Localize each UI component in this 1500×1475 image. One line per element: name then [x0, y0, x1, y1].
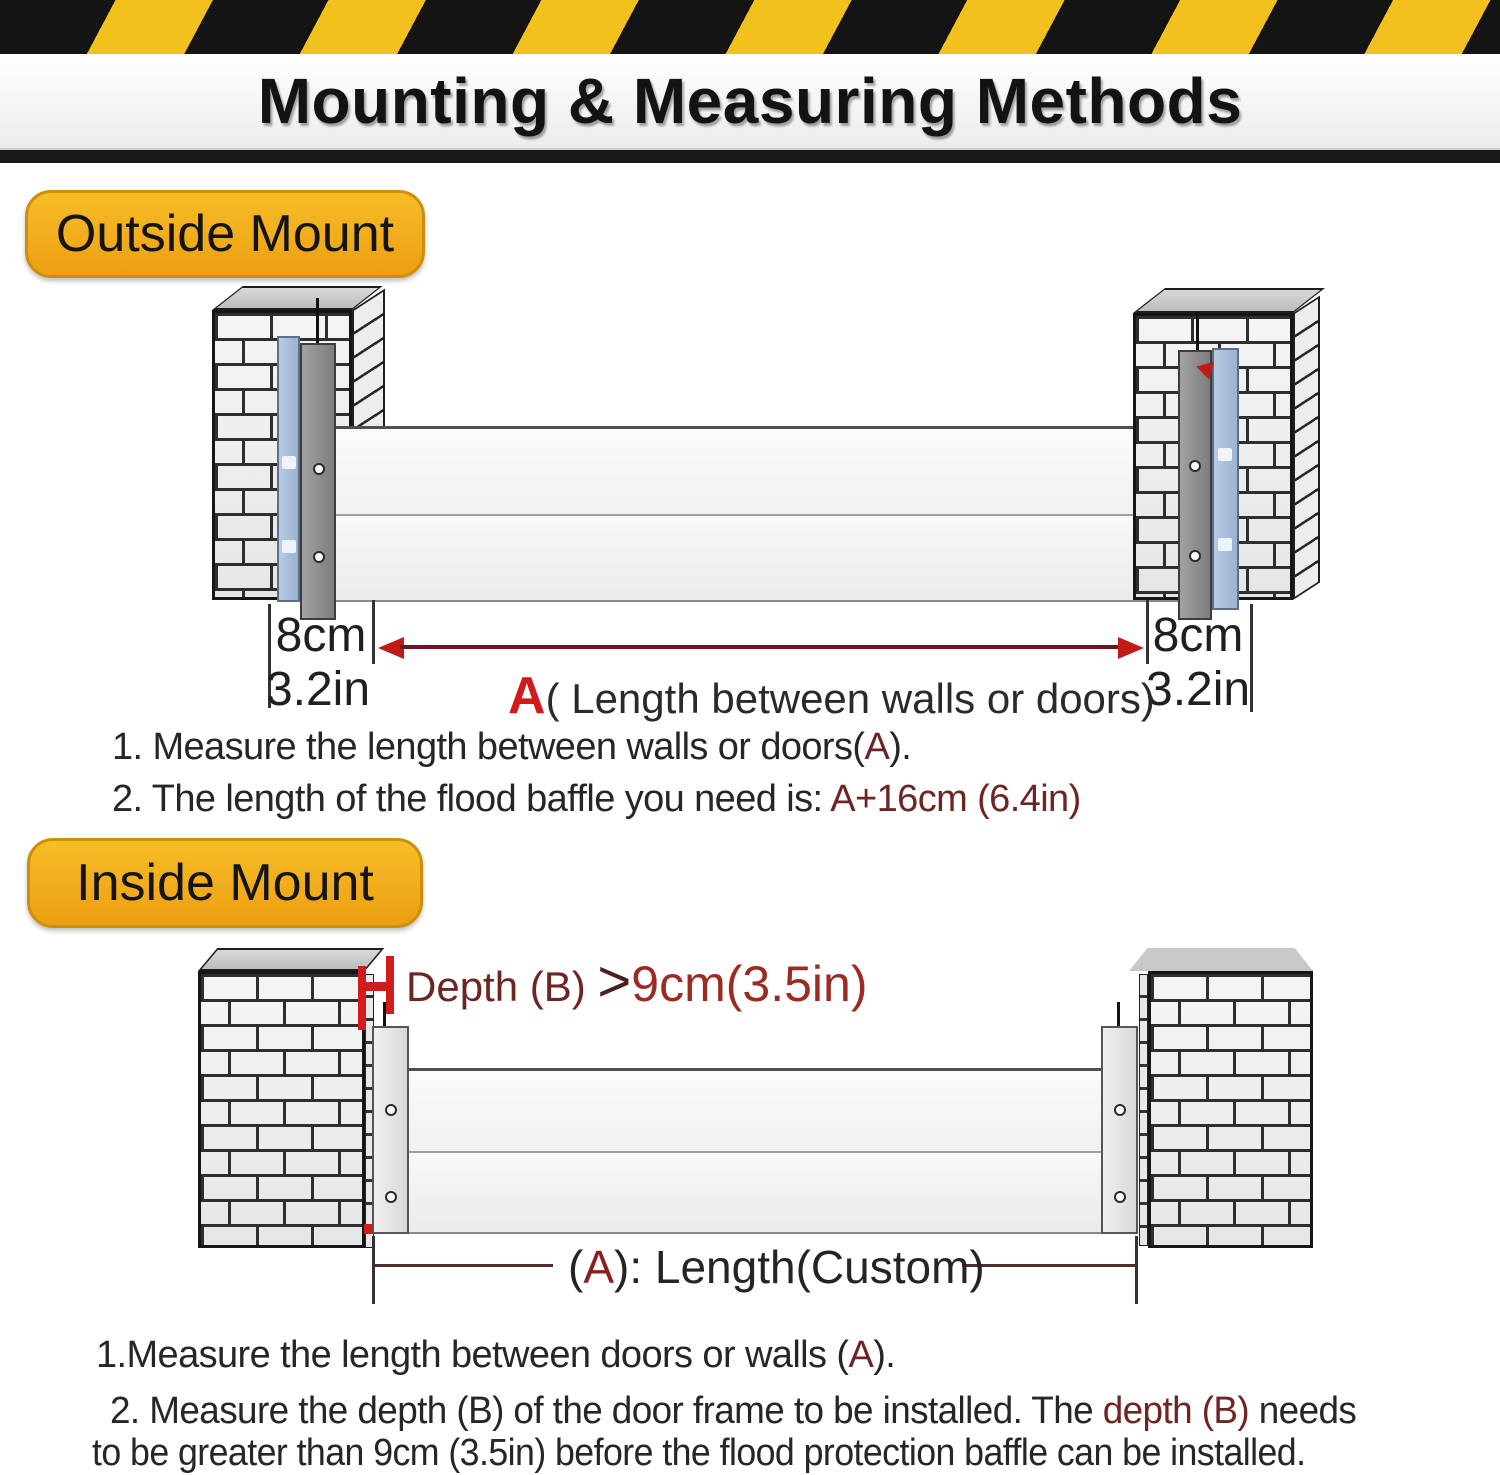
depth-bracket-icon [358, 982, 394, 991]
depth-annotation: Depth (B) >9cm(3.5in) [406, 949, 868, 1014]
outside-right-mount-line [1196, 312, 1199, 352]
screw-hole-icon [385, 1104, 397, 1116]
inside-left-mount-line [383, 1002, 386, 1027]
dim-a-letter: A [508, 667, 546, 725]
dim-line [372, 1236, 375, 1304]
inside-right-mount-line [1117, 1002, 1120, 1027]
left-offset-cm: 8cm [275, 609, 367, 662]
screw-hole-icon [1114, 1104, 1126, 1116]
screw-hole-icon [1114, 1191, 1126, 1203]
length-annotation: (A): Length(Custom) [568, 1241, 985, 1293]
title-band [0, 54, 1500, 150]
dim-line [372, 600, 375, 664]
inside-right-pillar-side [1139, 974, 1148, 1246]
inside-step-2: 2. Measure the depth (B) of the door frame to be installed. The depth (B) needs [110, 1390, 1357, 1432]
barrier-seam [336, 514, 1180, 516]
dim-line [1250, 604, 1253, 712]
right-arrowhead-icon [1118, 637, 1144, 659]
hazard-stripe-banner [0, 0, 1500, 54]
right-offset-inch: 3.2in [1146, 663, 1251, 716]
outside-left-seal-strip [277, 336, 300, 602]
outside-step-1: 1. Measure the length between walls or doors(A). [112, 726, 912, 768]
inside-left-channel [372, 1026, 409, 1234]
seal-clip [1218, 538, 1232, 551]
depth-bracket-icon [358, 966, 366, 1030]
screw-hole-icon [313, 551, 325, 563]
inside-left-pillar-cap [198, 948, 384, 971]
span-arrow-line [400, 645, 1122, 649]
screw-hole-icon [313, 463, 325, 475]
inside-mount-label [27, 838, 423, 928]
outside-right-channel [1178, 350, 1212, 620]
dim-extension-line [375, 1264, 553, 1267]
inside-left-pillar-front [198, 971, 365, 1248]
outside-mount-label [25, 190, 425, 278]
left-offset-inch: 3.2in [265, 663, 371, 716]
screw-hole-icon [1189, 550, 1201, 562]
dim-extension-line [962, 1264, 1135, 1267]
outside-step-2: 2. The length of the flood baffle you need is: A+16cm (6.4in) [112, 778, 1081, 820]
inside-mount-label-text: Inside Mount [76, 854, 374, 912]
outside-flood-barrier-panel [336, 426, 1180, 602]
seal-clip [282, 540, 296, 553]
inside-right-pillar-cap [1129, 948, 1313, 971]
inside-step-1: 1.Measure the length between doors or walls (A). [96, 1334, 896, 1376]
page-title: Mounting & Measuring Methods [257, 65, 1243, 137]
outside-right-seal-strip [1212, 348, 1239, 610]
inside-right-pillar-front [1148, 971, 1313, 1248]
outside-right-pillar-cap [1133, 288, 1325, 313]
outside-left-mount-line [316, 298, 319, 344]
outside-left-channel [300, 343, 336, 620]
span-length-label: A( Length between walls or doors) [508, 667, 1155, 725]
right-offset-cm: 8cm [1152, 609, 1244, 662]
barrier-seam [409, 1151, 1101, 1153]
screw-hole-icon [1189, 460, 1201, 472]
seal-clip [282, 456, 296, 469]
outside-right-pillar-side [1293, 295, 1320, 600]
inside-flood-barrier-panel [409, 1068, 1101, 1234]
inside-step-3: to be greater than 9cm (3.5in) before the flood protection baffle can be installed. [92, 1432, 1306, 1474]
banner-divider [0, 150, 1500, 163]
dim-line [1135, 1236, 1138, 1304]
screw-hole-icon [385, 1191, 397, 1203]
seal-clip [1218, 448, 1232, 461]
inside-right-channel [1101, 1026, 1138, 1234]
outside-mount-label-text: Outside Mount [55, 205, 395, 263]
